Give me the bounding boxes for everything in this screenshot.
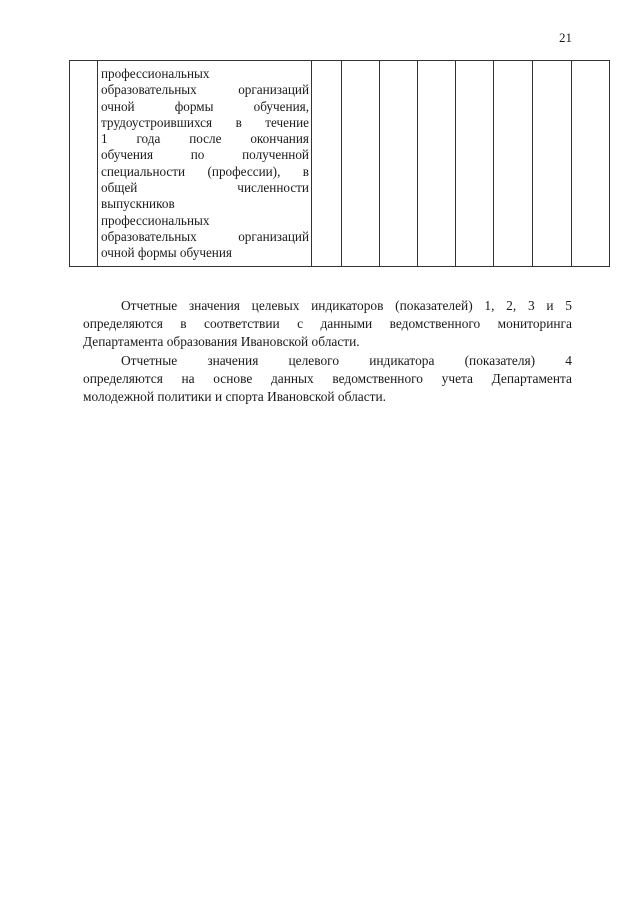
note-line: Отчетные значения целевого индикатора (показателя) 4: [121, 352, 572, 368]
table-row: [70, 61, 610, 267]
value-cell: [418, 61, 456, 267]
indicator-text-line: очной формы обучения,: [101, 98, 309, 114]
value-cell: [342, 61, 380, 267]
value-cell: [380, 61, 418, 267]
value-cell: [456, 61, 494, 267]
row-number-cell: [70, 61, 98, 267]
indicator-text-line: общей численности: [101, 180, 309, 196]
page-number: 21: [559, 30, 572, 45]
indicator-text-line: трудоустроившихся в течение: [101, 114, 309, 130]
note-paragraph-1: [83, 297, 572, 352]
indicator-text-line: выпускников: [101, 196, 175, 212]
value-cell: [312, 61, 342, 267]
indicator-text-line: 1 года после окончания: [101, 131, 309, 147]
note-line: Отчетные значения целевых индикаторов (показателей) 1, 2, 3 и 5: [121, 298, 572, 313]
indicator-name-cell: [98, 61, 312, 267]
note-line: определяются на основе данных ведомственного учета Департамента: [83, 370, 572, 386]
notes-section: [83, 297, 572, 406]
note-line: определяются в соответствии с данными ведомственного мониторинга: [83, 316, 572, 332]
value-cell: [572, 61, 610, 267]
indicator-text-line: очной формы обучения: [101, 245, 232, 261]
indicator-text-line: профессиональных: [101, 212, 210, 228]
indicator-table: [69, 60, 610, 267]
indicator-text-line: образовательных организаций: [101, 228, 309, 244]
indicator-text-line: образовательных организаций: [101, 82, 309, 98]
indicator-text-line: обучения по полученной: [101, 147, 309, 163]
value-cell: [533, 61, 572, 267]
value-cell: [494, 61, 533, 267]
indicator-text-line: профессиональных: [101, 66, 210, 81]
note-line: молодежной политики и спорта Ивановской области.: [83, 389, 387, 405]
note-line: Департамента образования Ивановской области.: [83, 334, 360, 350]
note-paragraph-2: [83, 352, 572, 407]
indicator-text-line: специальности (профессии), в: [101, 163, 309, 179]
